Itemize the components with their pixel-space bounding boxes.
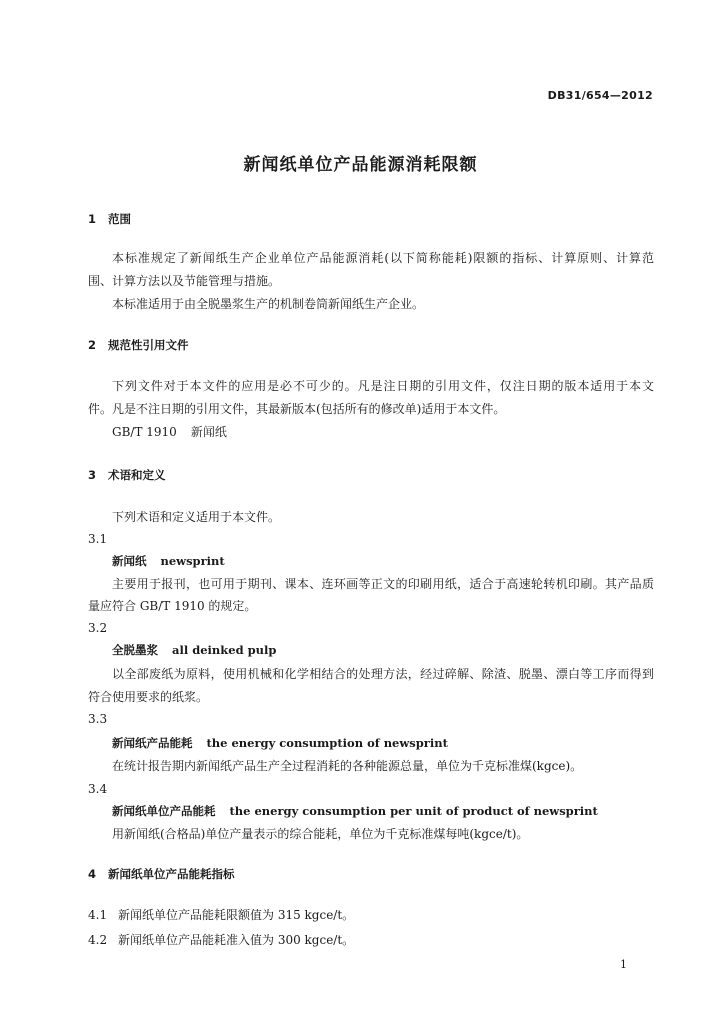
section-2-heading [88, 337, 668, 353]
term-zh: 新闻纸 [112, 554, 147, 568]
term-zh: 新闻纸产品能耗 [112, 736, 193, 750]
term-en: newsprint [160, 554, 225, 568]
section-1-paragraph-1-line-2: 围、计算方法以及节能管理与措施。 [88, 274, 281, 288]
clause-text: 新闻纸单位产品能耗准入值为 300 kgce/t。 [118, 933, 355, 947]
section-number: 2 [88, 338, 97, 352]
term-en: all deinked pulp [172, 643, 277, 657]
term-3-2-definition-line-1: 以全部废纸为原料，使用机械和化学相结合的处理方法，经过碎解、除渣、脱墨、漂白等工序而得到 [112, 667, 654, 681]
section-3-heading [88, 467, 668, 483]
term-3-3-heading [112, 735, 692, 751]
term-3-4-definition-line-1: 用新闻纸(合格品)单位产量表示的综合能耗，单位为千克标准煤每吨(kgce/t)。 [112, 827, 529, 841]
section-4-heading [88, 866, 668, 882]
term-3-2-definition-line-2: 符合使用要求的纸浆。 [88, 690, 209, 704]
section-2-paragraph-1-line-1: 下列文件对于本文件的应用是必不可少的。凡是注日期的引用文件，仅注日期的版本适用于本文 [112, 379, 654, 393]
clause-number: 4.1 [88, 908, 108, 922]
term-3-4-number: 3.4 [88, 782, 108, 796]
term-3-1-number: 3.1 [88, 532, 108, 546]
term-zh: 全脱墨浆 [112, 643, 158, 657]
section-3-intro: 下列术语和定义适用于本文件。 [112, 510, 281, 524]
reference-code: GB/T 1910 [112, 425, 177, 439]
section-number: 4 [88, 867, 97, 881]
section-1-paragraph-1-line-1: 本标准规定了新闻纸生产企业单位产品能源消耗(以下简称能耗)限额的指标、计算原则、计算范 [112, 251, 654, 265]
clause-text: 新闻纸单位产品能耗限额值为 315 kgce/t。 [118, 908, 355, 922]
page-number: 1 [620, 958, 627, 971]
section-title: 新闻纸单位产品能耗指标 [108, 867, 235, 881]
term-3-3-definition-line-1: 在统计报告期内新闻纸产品生产全过程消耗的各种能源总量，单位为千克标准煤(kgce)。 [112, 759, 583, 773]
reference-name: 新闻纸 [190, 425, 227, 439]
section-number: 1 [88, 212, 97, 226]
section-title: 术语和定义 [108, 468, 166, 482]
section-title: 规范性引用文件 [108, 338, 189, 352]
section-2-paragraph-1-line-2: 件。凡是不注日期的引用文件，其最新版本(包括所有的修改单)适用于本文件。 [88, 402, 506, 416]
term-3-2-heading [112, 642, 692, 658]
term-3-1-definition-line-2: 量应符合 GB/T 1910 的规定。 [88, 599, 257, 613]
section-title: 范围 [108, 212, 131, 226]
clause-4-1 [88, 907, 668, 923]
term-zh: 新闻纸单位产品能耗 [112, 804, 216, 818]
normative-reference [112, 424, 692, 440]
term-3-3-number: 3.3 [88, 712, 108, 726]
term-en: the energy consumption of newsprint [206, 736, 448, 750]
term-3-1-heading [112, 553, 692, 569]
term-3-4-heading [112, 803, 692, 819]
term-en: the energy consumption per unit of product of newsprint [229, 804, 598, 818]
term-3-1-definition-line-1: 主要用于报刊，也可用于期刊、课本、连环画等正文的印刷用纸，适合于高速轮转机印刷。其产品质 [112, 577, 654, 591]
section-1-paragraph-2: 本标准适用于由全脱墨浆生产的机制卷筒新闻纸生产企业。 [112, 297, 425, 311]
clause-number: 4.2 [88, 933, 108, 947]
document-title: 新闻纸单位产品能源消耗限额 [243, 155, 478, 175]
standard-number: DB31/654—2012 [547, 89, 653, 102]
section-number: 3 [88, 468, 97, 482]
clause-4-2 [88, 932, 668, 948]
section-1-heading [88, 211, 668, 227]
term-3-2-number: 3.2 [88, 621, 108, 635]
